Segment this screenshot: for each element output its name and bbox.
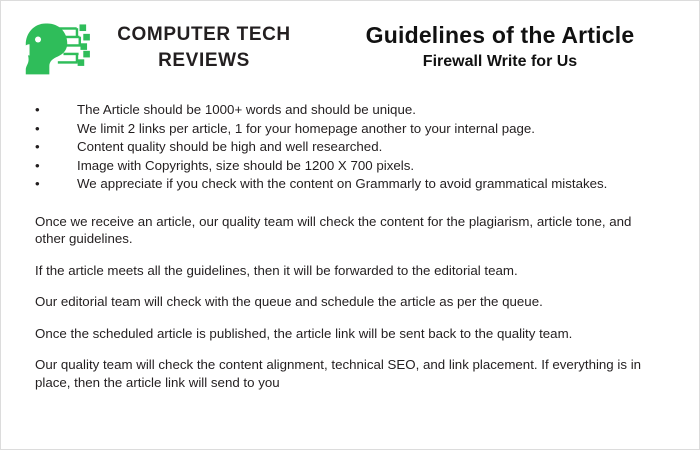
document-body <box>1 85 699 391</box>
paragraph: Our quality team will check the content alignment, technical SEO, and link placement. If everything is in place, then the article link will send to you <box>35 357 642 390</box>
page-title: Guidelines of the Article <box>365 22 635 48</box>
brand-lockup <box>17 15 317 81</box>
bullet-icon: • <box>35 176 40 191</box>
list-item <box>35 175 665 193</box>
brand-name: COMPUTER TECH REVIEWS <box>117 24 291 71</box>
list-item-label: We appreciate if you check with the content on Grammarly to avoid grammatical mistakes. <box>77 176 608 191</box>
paragraph: Our editorial team will check with the queue and schedule the article as per the queue. <box>35 294 543 309</box>
title-block <box>317 15 683 73</box>
paragraph: Once the scheduled article is published, the article link will be sent back to the quality team. <box>35 325 573 341</box>
list-item-label: Image with Copyrights, size should be 1200 X 700 pixels. <box>77 157 415 173</box>
paragraph: Once we receive an article, our quality team will check the content for the plagiarism, article tone, and other guidelines. <box>35 213 632 246</box>
page-subtitle: Firewall Write for Us <box>422 53 578 70</box>
guidelines-list <box>35 101 665 193</box>
list-item <box>35 101 665 119</box>
tech-head-logo-icon <box>17 15 93 81</box>
bullet-icon: • <box>35 120 40 136</box>
list-item <box>35 157 665 175</box>
list-item <box>35 138 665 156</box>
bullet-icon: • <box>35 102 40 117</box>
list-item-label: We limit 2 links per article, 1 for your homepage another to your internal page. <box>77 120 535 136</box>
list-item-label: Content quality should be high and well researched. <box>77 139 383 154</box>
paragraph: If the article meets all the guidelines, then it will be forwarded to the editorial team. <box>35 262 518 278</box>
list-item-label: The Article should be 1000+ words and should be unique. <box>77 102 416 117</box>
bullet-icon: • <box>35 157 40 173</box>
document-header <box>1 1 699 85</box>
bullet-icon: • <box>35 139 40 154</box>
list-item <box>35 120 665 138</box>
